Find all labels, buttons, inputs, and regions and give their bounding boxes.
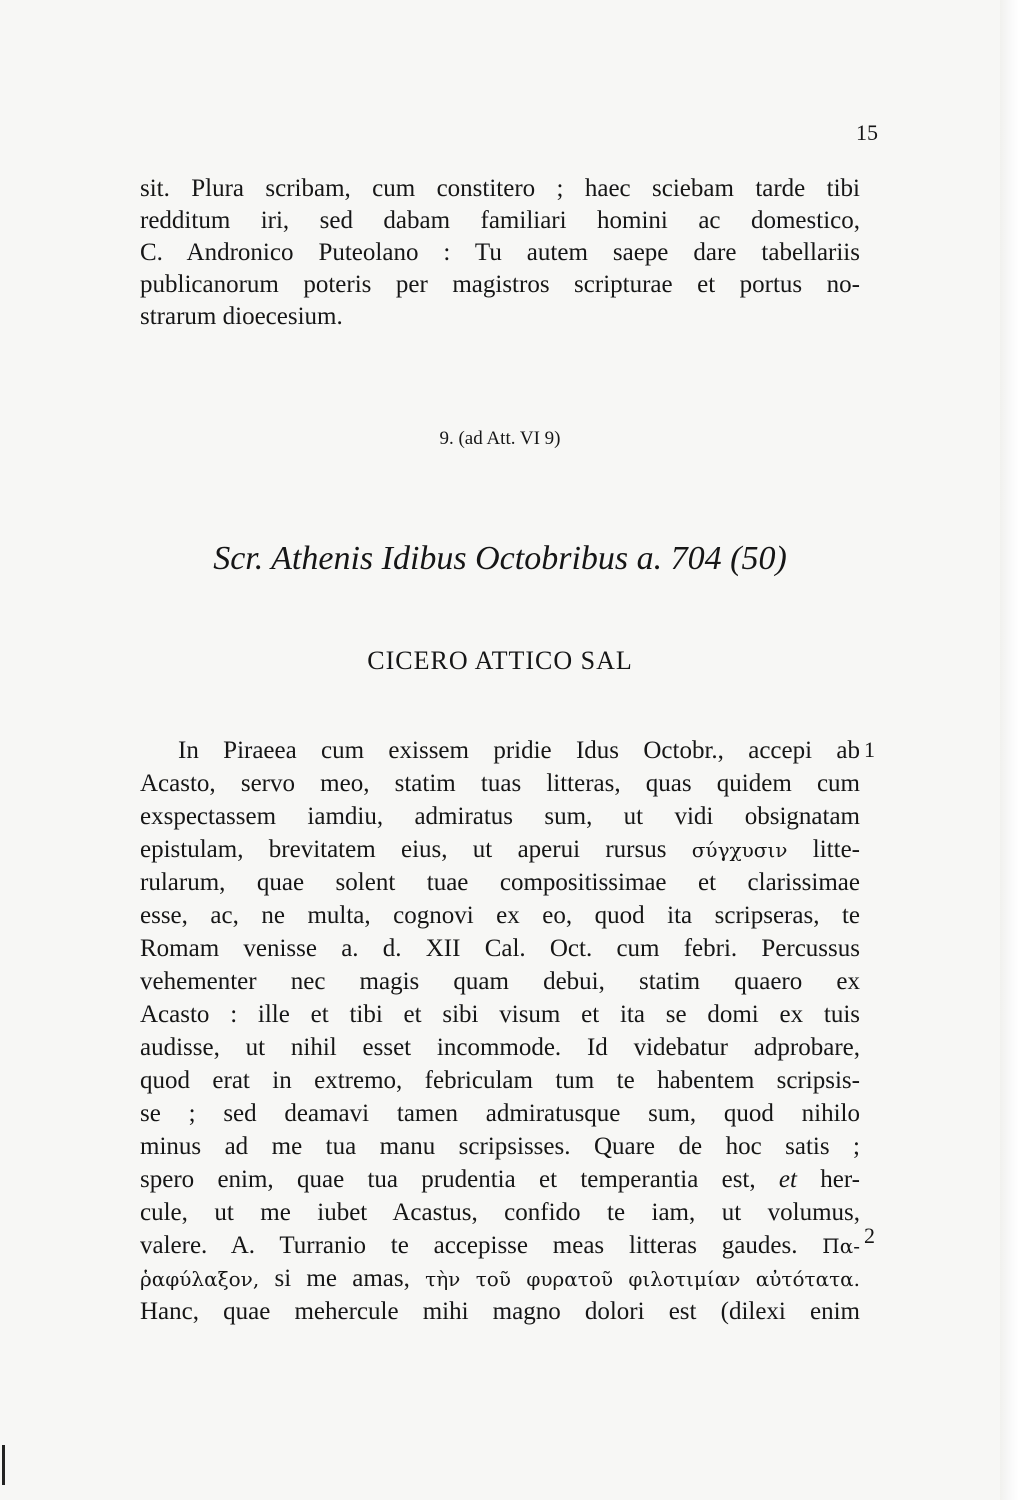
text-fragment: litte-: [812, 836, 860, 863]
text-fragment: si me amas,: [274, 1265, 410, 1292]
text-fragment: spero enim, quae tua prudentia et temperantia est,: [140, 1166, 756, 1193]
greek-word: Πα-: [822, 1234, 860, 1258]
text-line: [140, 1164, 860, 1196]
text-line: sit. Plura scribam, cum constitero ; haec sciebam tarde tibi: [140, 175, 860, 202]
text-line: [140, 1230, 860, 1262]
text-fragment: valere. A. Turranio te accepisse meas litteras gaudes.: [140, 1232, 798, 1259]
text-line: minus ad me tua manu scripsisses. Quare de hoc satis ;: [140, 1133, 860, 1160]
page-edge: [1000, 0, 1019, 1500]
text-line: Acasto, servo meo, statim tuas litteras, quas quidem cum: [140, 770, 860, 797]
text-line: quod erat in extremo, febriculam tum te habentem scripsis-: [140, 1067, 860, 1094]
text-line: rularum, quae solent tuae compositissimae et clarissimae: [140, 869, 860, 896]
letter-reference: 9. (ad Att. VI 9): [439, 428, 561, 449]
section-number: 1: [864, 737, 875, 762]
section-number: 2: [864, 1223, 875, 1248]
text-line: Romam venisse a. d. XII Cal. Oct. cum febri. Percussus: [140, 935, 860, 962]
text-line: strarum dioecesium.: [140, 303, 343, 330]
text-line: vehementer nec magis quam debui, statim quaero ex: [140, 968, 860, 995]
text-line: se ; sed deamavi tamen admiratusque sum, quod nihilo: [140, 1100, 860, 1127]
text-line: C. Andronico Puteolano : Tu autem saepe dare tabellariis: [140, 239, 860, 266]
text-line: esse, ac, ne multa, cognovi ex eo, quod ita scripseras, te: [140, 902, 860, 929]
text-line: Acasto : ille et tibi et sibi visum et ita se domi ex tuis: [140, 1001, 860, 1028]
salutation: CICERO ATTICO SAL: [367, 646, 633, 675]
page-number: 15: [856, 120, 878, 145]
scan-mark: [2, 1445, 5, 1485]
text-line: cule, ut me iubet Acastus, confido te iam, ut volumus,: [140, 1199, 860, 1226]
text-line: publicanorum poteris per magistros scripturae et portus no-: [140, 271, 860, 298]
text-fragment: epistulam, brevitatem eius, ut aperui rursus: [140, 836, 667, 863]
greek-phrase: τὴν τοῦ φυρατοῦ φιλοτιμίαν αὐτότατα.: [425, 1267, 861, 1291]
date-heading: Scr. Athenis Idibus Octobribus a. 704 (50): [213, 540, 787, 577]
text-line: [140, 834, 860, 866]
text-line: exspectassem iamdiu, admiratus sum, ut vidi obsignatam: [140, 803, 860, 830]
text-fragment: her-: [820, 1166, 861, 1193]
text-line: audisse, ut nihil esset incommode. Id videbatur adprobare,: [140, 1034, 860, 1061]
italic-word: et: [778, 1166, 797, 1193]
greek-word: σύγχυσιν: [691, 838, 788, 862]
text-line: In Piraeea cum exissem pridie Idus Octobr., accepi ab: [178, 737, 860, 764]
text-line: Hanc, quae mehercule mihi magno dolori est (dilexi enim: [140, 1298, 860, 1325]
text-line: redditum iri, sed dabam familiari homini ac domestico,: [140, 207, 860, 234]
text-line: [140, 1263, 860, 1295]
greek-word: ῥαφύλαξον,: [140, 1267, 260, 1291]
